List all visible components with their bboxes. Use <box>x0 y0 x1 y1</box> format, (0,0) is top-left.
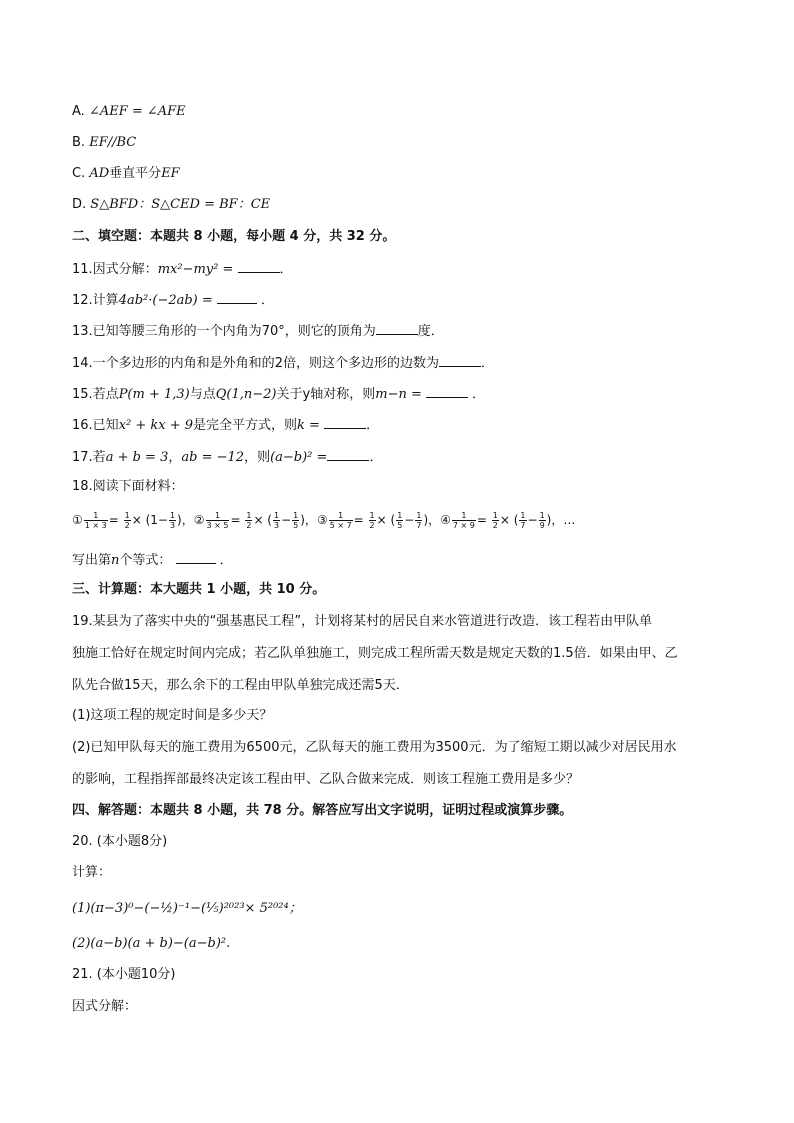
question-text: 13.已知等腰三角形的一个内角为 <box>72 324 262 339</box>
question-text: 是完全平方式，则 <box>193 418 298 433</box>
question-19-part-2a: (2)已知甲队每天的施工费用为6500元，乙队每天的施工费用为3500元．为了缩短工期以减少对居民用水 <box>72 740 677 755</box>
question-text: 则 <box>257 450 271 465</box>
question-text: 与点 <box>189 387 216 402</box>
option-label: A. <box>72 104 85 119</box>
question-text: 个等式： <box>119 553 172 568</box>
option-label: B. <box>72 135 86 150</box>
question-text: 17.若 <box>72 450 106 465</box>
question-21-head: 21. (本小题10分) <box>72 967 176 982</box>
q18-ask: 写出第n个等式： ． <box>72 549 233 571</box>
question-expr: mx²−my² = <box>157 262 234 277</box>
question-20-part-1: (1)(π−3)⁰−(−½)⁻¹−(⅕)²⁰²³× 5²⁰²⁴； <box>72 901 302 916</box>
option-b <box>72 133 136 153</box>
question-12: 12.计算4ab²·(−2ab) = ． <box>72 289 274 311</box>
question-expr: 4ab²·(−2ab) = <box>118 293 213 308</box>
equation-4: ④ $\frac{1}{7 \times 9}$ = $\frac{1}{2}$ × ( $\frac{1}{7}$ − $\frac{1}{9}$ )， <box>440 511 564 530</box>
question-20-head: 20. (本小题8分) <box>72 834 168 849</box>
question-expr: Q(1,n−2) <box>215 387 277 402</box>
question-text: 11.因式分解： <box>72 262 158 277</box>
question-expr: k = <box>297 418 320 433</box>
option-c <box>72 164 180 184</box>
question-19-part-2b: 的影响，工程指挥部最终决定该工程由甲、乙队合做来完成．则该工程施工费用是多少？ <box>72 772 580 787</box>
question-20-part-2: (2)(a−b)(a + b)−(a−b)². <box>72 936 231 951</box>
answer-blank <box>324 414 366 429</box>
question-expr: a + b = 3 <box>105 450 169 465</box>
option-a <box>72 102 186 122</box>
question-text: 写出第 <box>72 553 112 568</box>
question-value: 2 <box>274 356 283 371</box>
question-13 <box>72 320 444 342</box>
option-text: 垂直平分 <box>109 166 162 181</box>
question-19-line-2: 独施工恰好在规定时间内完成；若乙队单独施工，则完成工程所需天数是规定天数的1.5倍．如果由甲、乙 <box>72 646 678 661</box>
q18-equations <box>72 510 575 530</box>
option-expr: ∠AEF = ∠AFE <box>88 104 186 119</box>
question-text: 12.计算 <box>72 293 119 308</box>
option-expr: EF <box>161 166 180 181</box>
question-expr: (a−b)² = <box>270 450 328 465</box>
question-text: 16.已知 <box>72 418 119 433</box>
question-expr: m−n = <box>375 387 422 402</box>
answer-blank <box>176 549 216 564</box>
answer-blank <box>376 320 418 335</box>
ellipsis: … <box>563 513 576 527</box>
answer-blank <box>439 352 481 367</box>
question-11: 11.因式分解：mx²−my² = ． <box>72 258 293 280</box>
question-17: 17.若a + b = 3，ab = −12，则(a−b)² = ． <box>72 446 382 468</box>
question-expr: x² + kx + 9 <box>118 418 194 433</box>
question-15: 15.若点P(m + 1,3)与点Q(1,n−2)关于y轴对称，则m−n = ． <box>72 383 485 405</box>
section-3-title: 三、计算题：本大题共 1 小题，共 10 分。 <box>72 582 326 597</box>
option-expr: S△BFD：S△CED = BF：CE <box>90 197 271 212</box>
answer-blank <box>327 446 369 461</box>
answer-blank <box>426 383 468 398</box>
question-20-ask: 计算： <box>72 865 112 880</box>
option-expr: AD <box>89 166 110 181</box>
answer-blank <box>238 258 280 273</box>
option-d <box>72 195 270 215</box>
question-14: 14.一个多边形的内角和是外角和的2倍，则这个多边形的边数为 ． <box>72 352 494 374</box>
question-19-part-1: (1)这项工程的规定时间是多少天？ <box>72 708 273 723</box>
question-expr: n <box>111 553 120 568</box>
section-2-title: 二、填空题：本题共 8 小题，每小题 4 分，共 32 分。 <box>72 229 396 244</box>
option-label: D. <box>72 197 87 212</box>
answer-blank <box>217 289 257 304</box>
question-text: 关于y轴对称，则 <box>276 387 376 402</box>
question-text: 14.一个多边形的内角和是外角和的 <box>72 356 275 371</box>
question-text: 15.若点 <box>72 387 119 402</box>
option-expr: EF//BC <box>89 135 137 150</box>
equation-1: ① $\frac{1}{1 \times 3}$ = $\frac{1}{2}$ × (1− $\frac{1}{3}$ )， <box>72 511 194 530</box>
equation-3: ③ $\frac{1}{5 \times 7}$ = $\frac{1}{2}$ × ( $\frac{1}{5}$ − $\frac{1}{7}$ )， <box>316 511 441 530</box>
question-16: 16.已知x² + kx + 9是完全平方式，则k = ． <box>72 414 379 436</box>
option-label: C. <box>72 166 86 181</box>
question-text: 倍，则这个多边形的边数为 <box>282 356 439 371</box>
question-value: 70° <box>261 324 285 339</box>
section-4-title: 四、解答题：本题共 8 小题，共 78 分。解答应写出文字说明，证明过程或演算步骤。 <box>72 803 573 818</box>
question-19-line-1: 19.某县为了落实中央的“强基惠民工程”，计划将某村的居民自来水管道进行改造．该工程若由甲队单 <box>72 614 653 629</box>
question-text: 度． <box>417 324 444 339</box>
question-19-line-3: 队先合做15天，那么余下的工程由甲队单独完成还需5天． <box>72 678 409 693</box>
question-text: ，则它的顶角为 <box>284 324 376 339</box>
question-expr: P(m + 1,3) <box>118 387 190 402</box>
equation-2: ② $\frac{1}{3 \times 5}$ = $\frac{1}{2}$ × ( $\frac{1}{3}$ − $\frac{1}{5}$ )， <box>193 511 317 530</box>
question-21-ask: 因式分解： <box>72 999 138 1014</box>
question-18: 18.阅读下面材料： <box>72 479 184 494</box>
question-expr: ab = −12 <box>181 450 245 465</box>
